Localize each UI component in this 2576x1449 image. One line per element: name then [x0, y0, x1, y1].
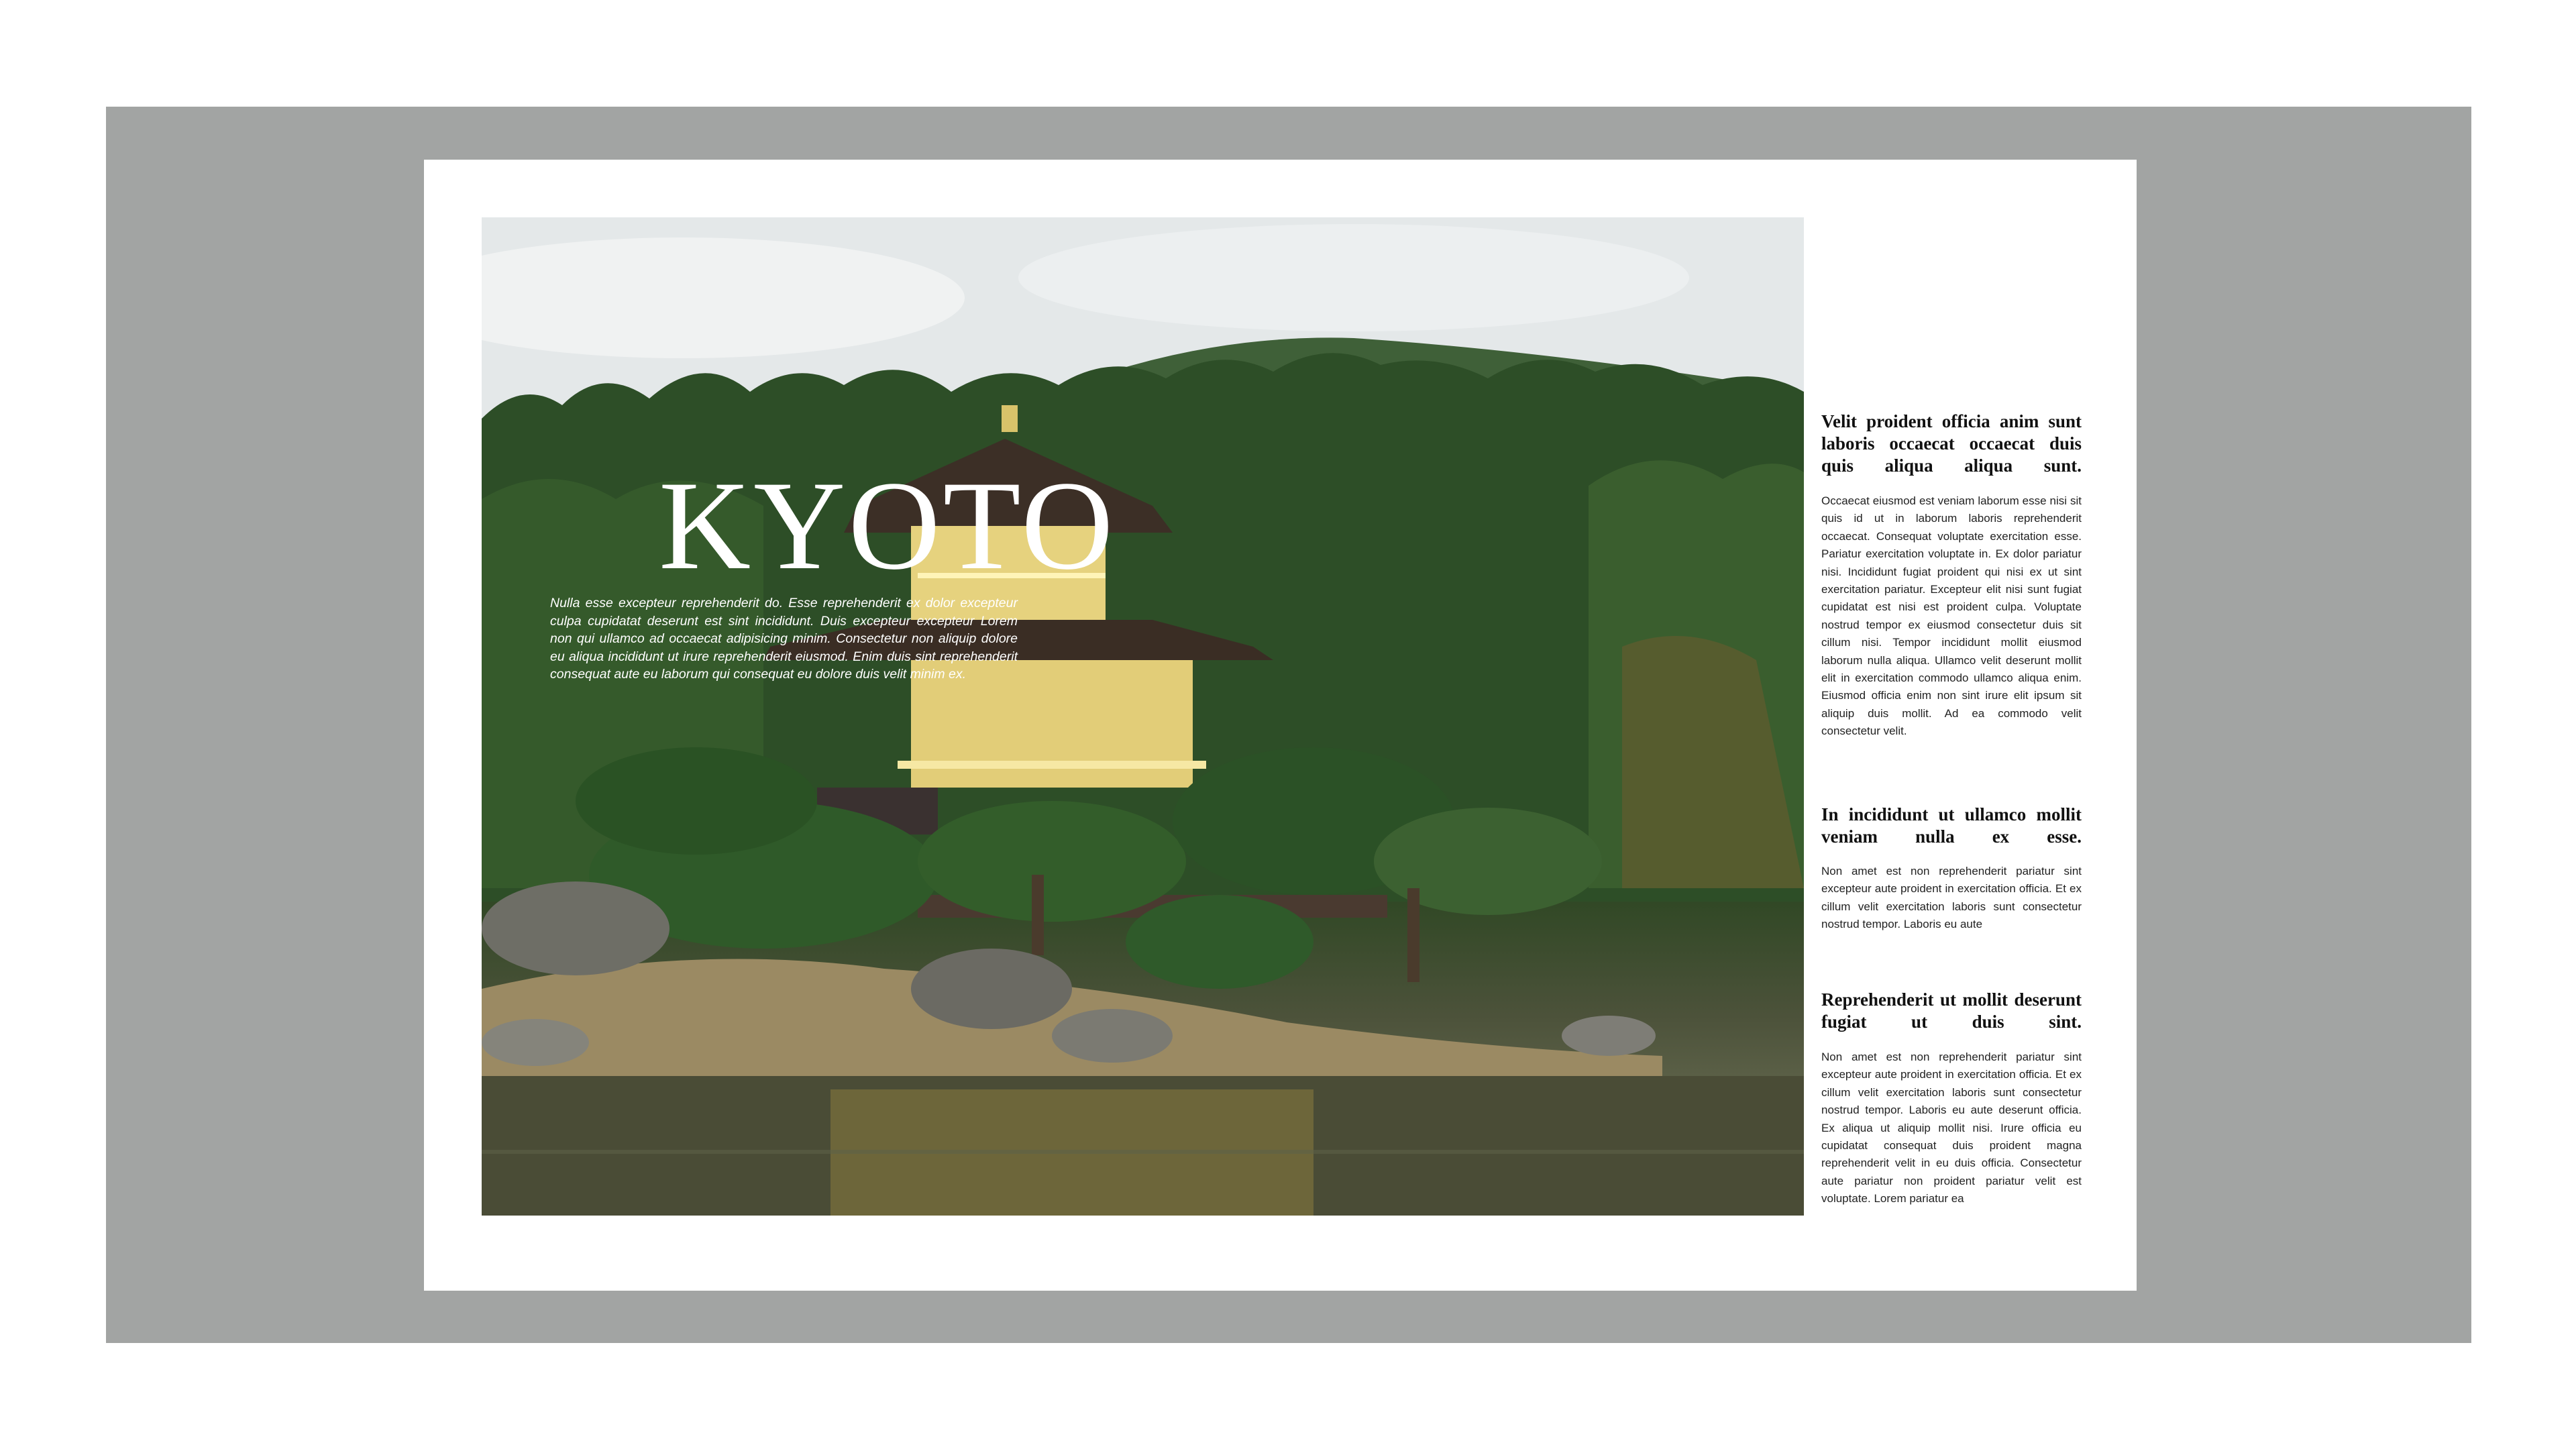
- article-intro-text: Nulla esse excepteur reprehenderit do. Esse reprehenderit ex dolor excepteur culpa cupidatat deserunt est sint incididunt. Duis excepteur excepteur Lorem non qui ullamco ad occaecat adipisicing minim. Consectetur non aliquip dolore eu aliqua incididunt ut irure reprehenderit eiusmod. Enim duis sint reprehenderit consequat aute eu laborum qui consequat eu dolore duis velit minim ex.: [550, 596, 1018, 682]
- article-title: KYOTO: [659, 455, 1116, 596]
- pavilion-illustration: [482, 217, 1804, 1216]
- section-body-3: Non amet est non reprehenderit pariatur sint excepteur aute proident in exercitation officia. Et ex cillum velit exercitation laboris sunt consectetur nostrud tempor. Laboris eu aute deserunt officia. Ex aliqua ut aliquip mollit nisi. Irure officia eu cupidatat consequat duis proident magna reprehenderit velit in eu duis officia. Consectetur aute pariatur non proident pariatur velit est voluptate. Lorem pariatur ea: [1821, 1051, 2082, 1205]
- hero-photo-golden-pavilion: [482, 217, 1804, 1216]
- section-body-1: Occaecat eiusmod est veniam laborum esse nisi sit quis id ut in laborum laboris reprehenderit occaecat. Consequat voluptate exercitation esse. Pariatur exercitation voluptate in. Ex dolor pariatur nisi. Incididunt fugiat proident qui nisi ex ut sint exercitation pariatur. Excepteur elit nisi sunt fugiat cupidatat est nisi est proident culpa. Voluptate nostrud tempor ex eiusmod consectetur duis sit cillum nisi. Tempor incididunt mollit eiusmod laborum nulla aliqua. Ullamco velit deserunt mollit elit in exercitation commodo ullamco aliqua enim. Eiusmod officia enim non sint irure elit ipsum sit aliquip duis mollit. Ad ea commodo velit consectetur velit.: [1821, 494, 2082, 738]
- section-body-2: Non amet est non reprehenderit pariatur sint excepteur aute proident in exercitation officia. Et ex cillum velit exercitation laboris sunt consectetur nostrud tempor. Laboris eu aute: [1821, 865, 2082, 931]
- magazine-spread: [424, 160, 2137, 1291]
- section-heading-2: In incididunt ut ullamco mollit veniam nulla ex esse.: [1821, 804, 2082, 847]
- section-heading-1: Velit proident officia anim sunt laboris occaecat occaecat duis quis aliqua aliqua sunt.: [1821, 411, 2082, 476]
- section-heading-3: Reprehenderit ut mollit deserunt fugiat ut duis sint.: [1821, 989, 2082, 1032]
